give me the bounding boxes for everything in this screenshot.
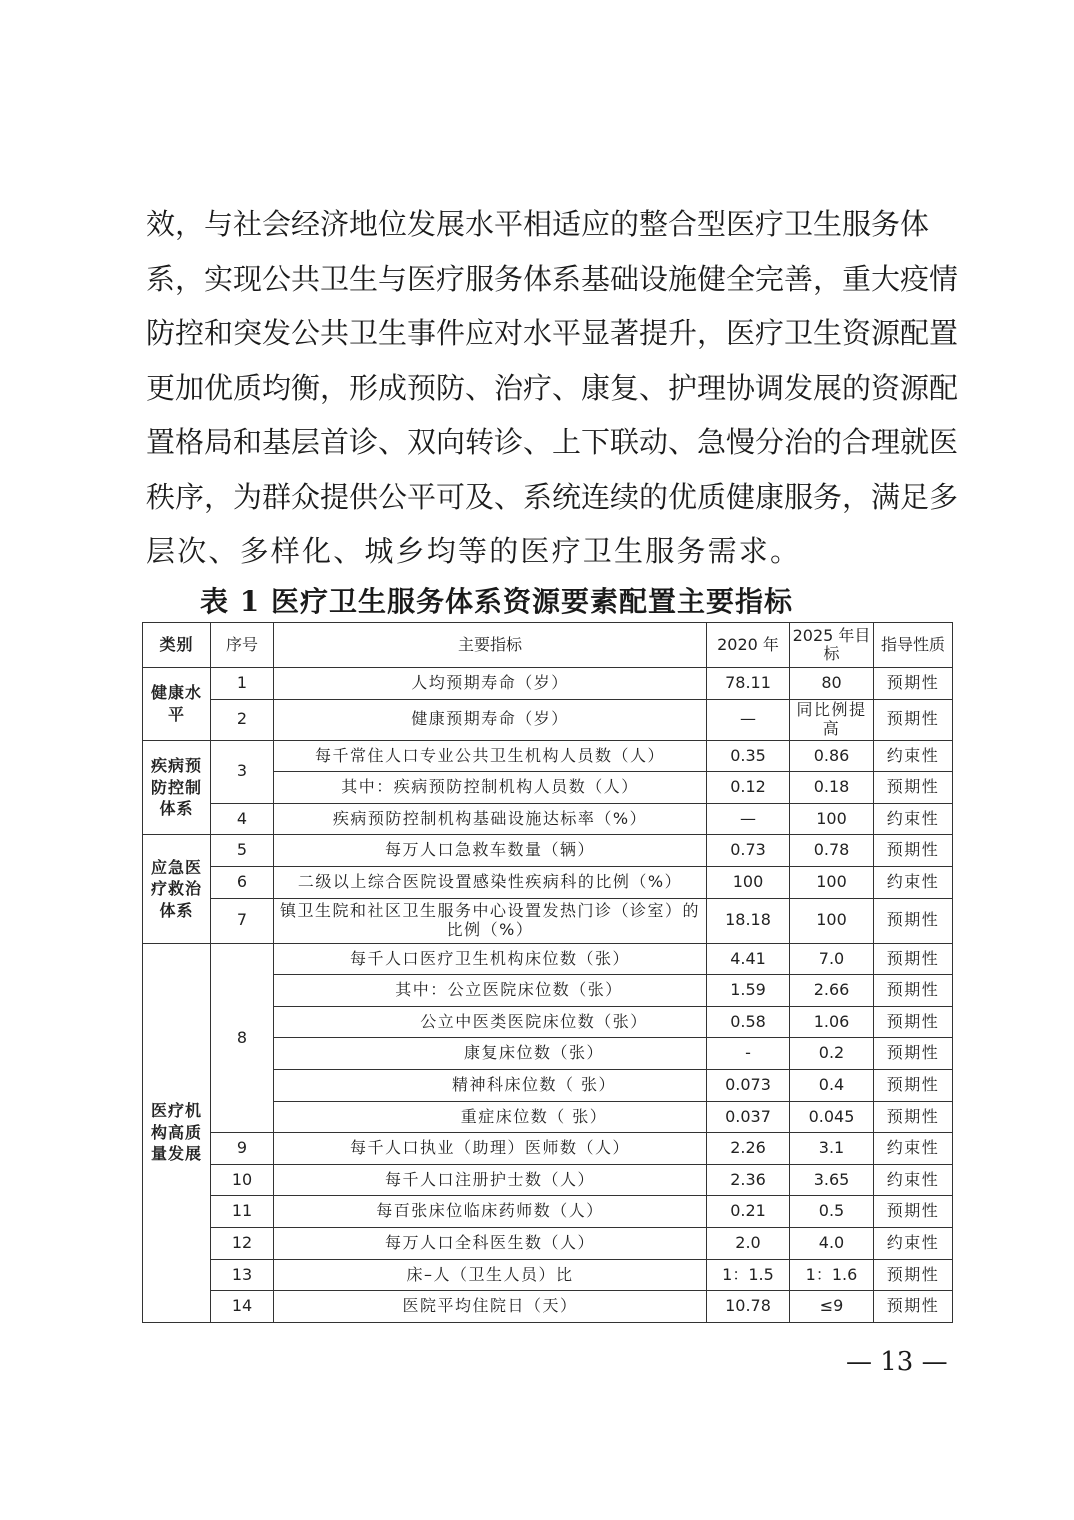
table-row xyxy=(143,1259,953,1291)
paragraph-line: 秩序，为群众提供公平可及、系统连续的优质健康服务，满足多 xyxy=(146,479,959,514)
row-2025: 1.06 xyxy=(790,1006,874,1038)
row-indicator: 其中：疾病预防控制机构人员数（人） xyxy=(274,772,707,804)
row-nature: 约束性 xyxy=(874,866,953,898)
row-2025: 3.65 xyxy=(790,1164,874,1196)
row-2020: 0.037 xyxy=(707,1101,790,1133)
row-indicator: 其中：公立医院床位数（张） xyxy=(274,975,707,1007)
row-no: 2 xyxy=(211,699,274,740)
row-2020: 0.58 xyxy=(707,1006,790,1038)
row-nature: 预期性 xyxy=(874,1259,953,1291)
row-indicator: 床–人（卫生人员）比 xyxy=(274,1259,707,1291)
row-indicator: 每万人口急救车数量（辆） xyxy=(274,835,707,867)
row-indicator: 健康预期寿命（岁） xyxy=(274,699,707,740)
row-2020: 2.0 xyxy=(707,1227,790,1259)
row-2025: 0.86 xyxy=(790,740,874,772)
row-nature: 预期性 xyxy=(874,1069,953,1101)
row-2020: 1：1.5 xyxy=(707,1259,790,1291)
table-row xyxy=(143,803,953,835)
header-2025: 2025 年目标 xyxy=(790,623,874,668)
row-2020: 0.12 xyxy=(707,772,790,804)
row-2025: 80 xyxy=(790,668,874,700)
row-2020: 0.073 xyxy=(707,1069,790,1101)
row-indicator: 医院平均住院日（天） xyxy=(274,1291,707,1323)
row-no: 10 xyxy=(211,1164,274,1196)
row-indicator: 每千人口注册护士数（人） xyxy=(274,1164,707,1196)
row-indicator: 康复床位数（张） xyxy=(274,1038,707,1070)
row-indicator: 镇卫生院和社区卫生服务中心设置发热门诊（诊室）的比例（%） xyxy=(274,898,707,943)
row-2020: 2.36 xyxy=(707,1164,790,1196)
table-row xyxy=(143,1196,953,1228)
row-nature: 预期性 xyxy=(874,943,953,975)
row-indicator: 精神科床位数（ 张） xyxy=(274,1069,707,1101)
page-number: — 13 — xyxy=(846,1347,948,1377)
table-row xyxy=(143,1227,953,1259)
row-2020: 78.11 xyxy=(707,668,790,700)
body-paragraph xyxy=(146,197,959,579)
row-nature: 预期性 xyxy=(874,1038,953,1070)
row-2025: 1：1.6 xyxy=(790,1259,874,1291)
row-2020: 1.59 xyxy=(707,975,790,1007)
row-indicator: 二级以上综合医院设置感染性疾病科的比例（%） xyxy=(274,866,707,898)
row-nature: 预期性 xyxy=(874,835,953,867)
row-2020: — xyxy=(707,803,790,835)
row-2025: 0.4 xyxy=(790,1069,874,1101)
row-2025: 0.18 xyxy=(790,772,874,804)
row-nature: 预期性 xyxy=(874,1196,953,1228)
row-indicator: 重症床位数（ 张） xyxy=(274,1101,707,1133)
row-2020: 100 xyxy=(707,866,790,898)
table-row xyxy=(143,866,953,898)
row-indicator: 疾病预防控制机构基础设施达标率（%） xyxy=(274,803,707,835)
row-2025: 同比例提高 xyxy=(790,699,874,740)
row-nature: 预期性 xyxy=(874,1291,953,1323)
row-2020: 0.73 xyxy=(707,835,790,867)
row-2025: 0.5 xyxy=(790,1196,874,1228)
row-nature: 约束性 xyxy=(874,740,953,772)
row-2025: 100 xyxy=(790,898,874,943)
row-nature: 预期性 xyxy=(874,668,953,700)
row-no: 14 xyxy=(211,1291,274,1323)
table-header-row xyxy=(143,623,953,668)
row-no: 11 xyxy=(211,1196,274,1228)
row-no: 9 xyxy=(211,1133,274,1165)
table-row xyxy=(143,1133,953,1165)
paragraph-line: 更加优质均衡，形成预防、治疗、康复、护理协调发展的资源配 xyxy=(146,370,959,405)
row-indicator: 每万人口全科医生数（人） xyxy=(274,1227,707,1259)
table-row xyxy=(143,835,953,867)
table-row xyxy=(143,740,953,772)
row-nature: 约束性 xyxy=(874,1133,953,1165)
category-emergency: 应急医疗救治体系 xyxy=(143,835,211,943)
header-category: 类别 xyxy=(143,623,211,668)
table-title: 表 1 医疗卫生服务体系资源要素配置主要指标 xyxy=(200,585,793,618)
row-no: 6 xyxy=(211,866,274,898)
row-indicator: 公立中医类医院床位数（张） xyxy=(274,1006,707,1038)
indicator-table xyxy=(142,622,953,1323)
header-nature: 指导性质 xyxy=(874,623,953,668)
row-2020: 0.35 xyxy=(707,740,790,772)
table-row xyxy=(143,1291,953,1323)
row-nature: 预期性 xyxy=(874,699,953,740)
row-2025: 100 xyxy=(790,866,874,898)
row-2025: 7.0 xyxy=(790,943,874,975)
row-no: 13 xyxy=(211,1259,274,1291)
row-nature: 约束性 xyxy=(874,803,953,835)
row-2020: - xyxy=(707,1038,790,1070)
row-indicator: 人均预期寿命（岁） xyxy=(274,668,707,700)
row-2025: ≤9 xyxy=(790,1291,874,1323)
row-2025: 100 xyxy=(790,803,874,835)
row-2025: 4.0 xyxy=(790,1227,874,1259)
row-nature: 约束性 xyxy=(874,1164,953,1196)
row-no: 7 xyxy=(211,898,274,943)
row-2020: — xyxy=(707,699,790,740)
table-row xyxy=(143,668,953,700)
row-2025: 0.78 xyxy=(790,835,874,867)
header-no: 序号 xyxy=(211,623,274,668)
row-nature: 预期性 xyxy=(874,772,953,804)
header-2020: 2020 年 xyxy=(707,623,790,668)
row-indicator: 每千人口执业（助理）医师数（人） xyxy=(274,1133,707,1165)
row-2020: 10.78 xyxy=(707,1291,790,1323)
table-row xyxy=(143,943,953,975)
row-2025: 0.2 xyxy=(790,1038,874,1070)
paragraph-line: 置格局和基层首诊、双向转诊、上下联动、急慢分治的合理就医 xyxy=(146,425,959,459)
table-row xyxy=(143,898,953,943)
row-no: 12 xyxy=(211,1227,274,1259)
row-2020: 0.21 xyxy=(707,1196,790,1228)
row-nature: 预期性 xyxy=(874,975,953,1007)
paragraph-line: 防控和突发公共卫生事件应对水平显著提升，医疗卫生资源配置 xyxy=(146,316,959,350)
row-nature: 预期性 xyxy=(874,1101,953,1133)
category-health: 健康水平 xyxy=(143,668,211,741)
table-row xyxy=(143,1164,953,1196)
row-no: 4 xyxy=(211,803,274,835)
row-2025: 0.045 xyxy=(790,1101,874,1133)
row-nature: 预期性 xyxy=(874,898,953,943)
row-2020: 4.41 xyxy=(707,943,790,975)
row-2020: 18.18 xyxy=(707,898,790,943)
row-no: 1 xyxy=(211,668,274,700)
row-2025: 2.66 xyxy=(790,975,874,1007)
row-nature: 预期性 xyxy=(874,1006,953,1038)
table-row xyxy=(143,699,953,740)
row-indicator: 每千人口医疗卫生机构床位数（张） xyxy=(274,943,707,975)
row-nature: 约束性 xyxy=(874,1227,953,1259)
paragraph-line: 系，实现公共卫生与医疗服务体系基础设施健全完善，重大疫情 xyxy=(146,261,959,296)
row-no: 5 xyxy=(211,835,274,867)
header-indicator: 主要指标 xyxy=(274,623,707,668)
paragraph-line: 层次、多样化、城乡均等的医疗卫生服务需求。 xyxy=(146,534,802,568)
row-no: 8 xyxy=(211,943,274,1133)
category-medical: 医疗机构高质量发展 xyxy=(143,943,211,1322)
row-2025: 3.1 xyxy=(790,1133,874,1165)
row-indicator: 每千常住人口专业公共卫生机构人员数（人） xyxy=(274,740,707,772)
category-disease: 疾病预防控制体系 xyxy=(143,740,211,835)
paragraph-line: 效，与社会经济地位发展水平相适应的整合型医疗卫生服务体 xyxy=(146,207,930,241)
row-no: 3 xyxy=(211,740,274,803)
row-indicator: 每百张床位临床药师数（人） xyxy=(274,1196,707,1228)
row-2020: 2.26 xyxy=(707,1133,790,1165)
